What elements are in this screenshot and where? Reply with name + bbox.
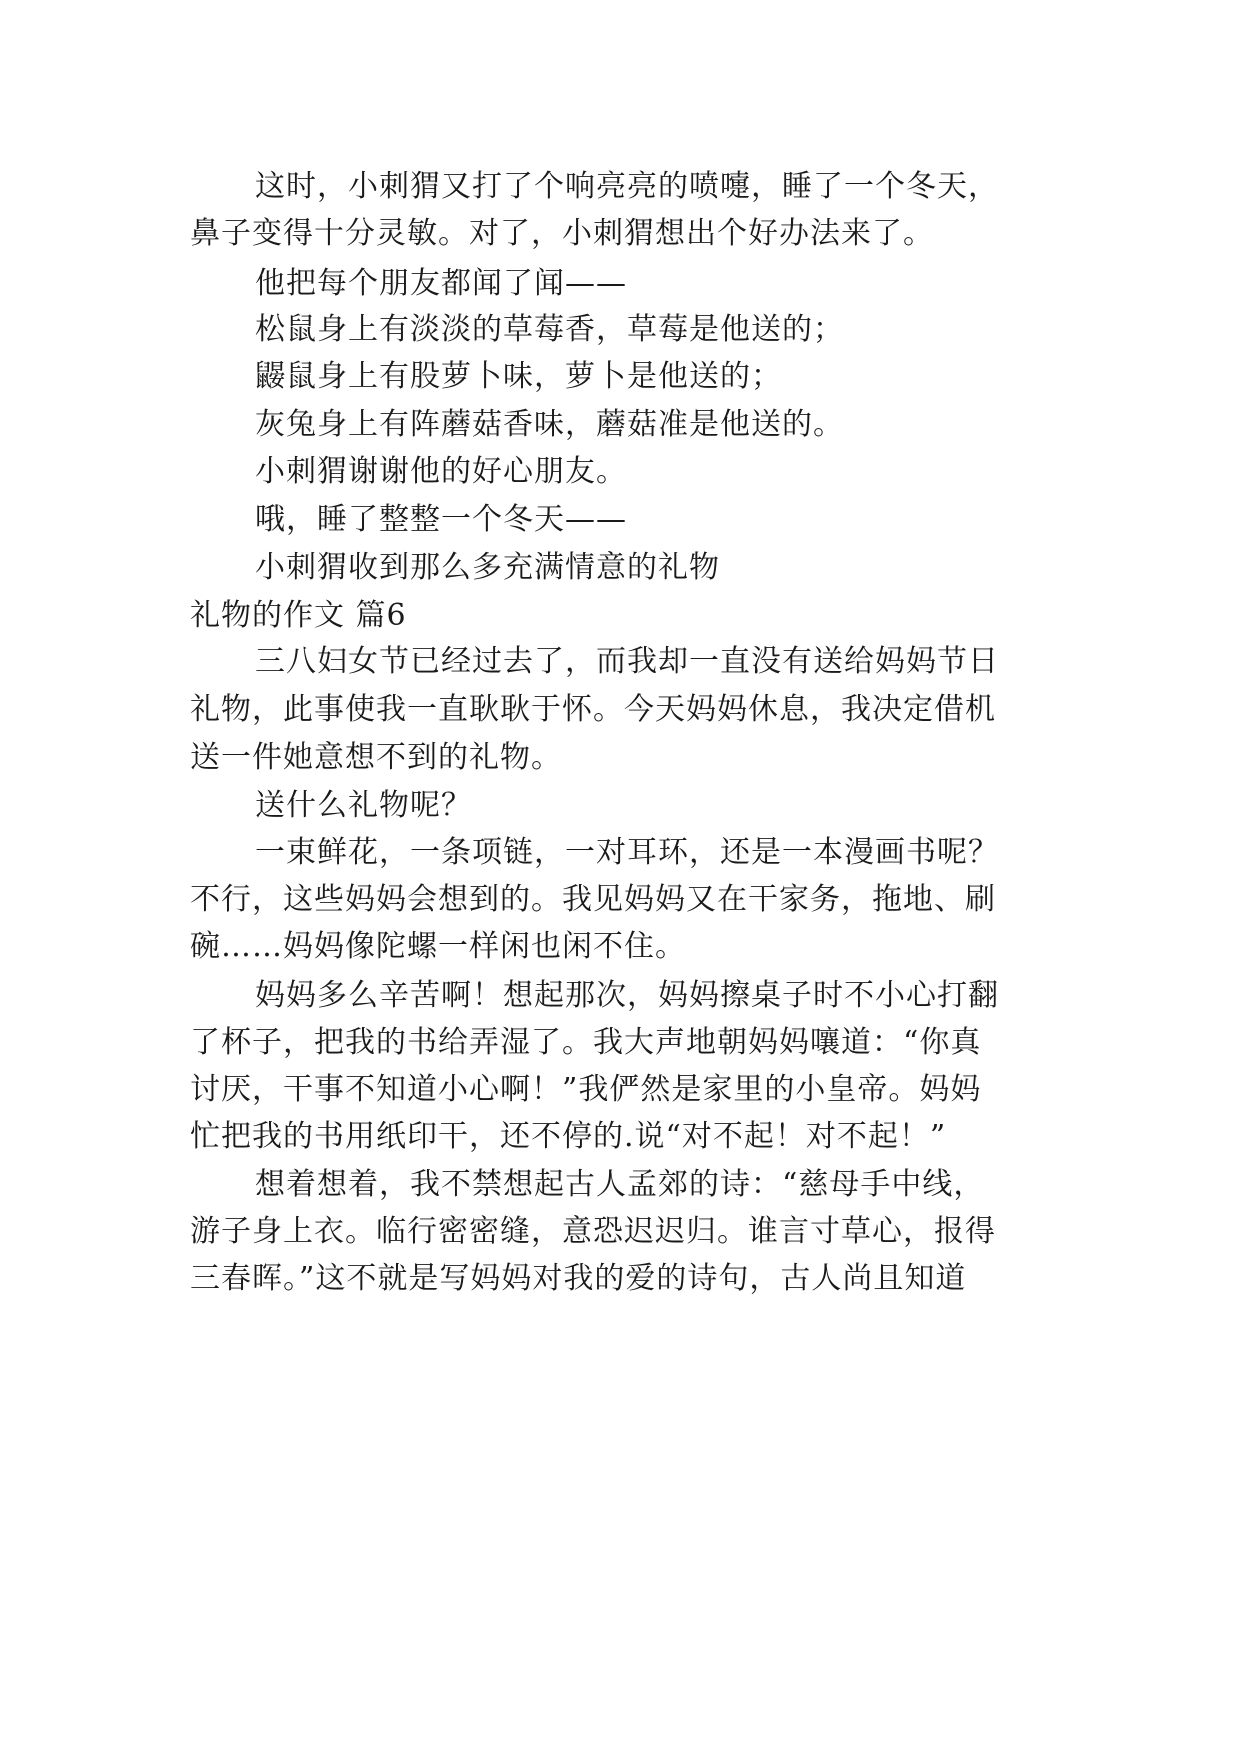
paragraph-line: 想着想着，我不禁想起古人孟郊的诗：“慈母手中线，	[255, 1167, 985, 1202]
paragraph-line: 礼物，此事使我一直耿耿于怀。今天妈妈休息，我决定借机	[190, 692, 996, 727]
paragraph-line: 这时，小刺猬又打了个响亮亮的喷嚏，睡了一个冬天，	[255, 169, 999, 204]
paragraph-line: 送什么礼物呢？	[255, 788, 472, 823]
paragraph-line: 妈妈多么辛苦啊！想起那次，妈妈擦桌子时不小心打翻	[255, 978, 999, 1013]
paragraph-line: 忙把我的书用纸印干，还不停的.说“对不起！对不起！”	[190, 1119, 947, 1154]
paragraph-line: 三春晖。”这不就是写妈妈对我的爱的诗句，古人尚且知道	[190, 1261, 967, 1296]
paragraph-line: 灰兔身上有阵蘑菇香味，蘑菇准是他送的。	[255, 407, 844, 442]
paragraph-line: 一束鲜花，一条项链，一对耳环，还是一本漫画书呢？	[255, 835, 999, 870]
paragraph-line: 不行，这些妈妈会想到的。我见妈妈又在干家务，拖地、刷	[190, 882, 996, 917]
paragraph-line: 小刺猬收到那么多充满情意的礼物	[255, 550, 720, 585]
paragraph-line: 碗……妈妈像陀螺一样闲也闲不住。	[190, 929, 686, 964]
paragraph-line: 哦，睡了整整一个冬天——	[255, 502, 627, 537]
paragraph-line: 送一件她意想不到的礼物。	[190, 740, 562, 775]
paragraph-line: 三八妇女节已经过去了，而我却一直没有送给妈妈节日	[255, 644, 999, 679]
paragraph-line: 讨厌，干事不知道小心啊！”我俨然是家里的小皇帝。妈妈	[190, 1072, 982, 1107]
paragraph-line: 松鼠身上有淡淡的草莓香，草莓是他送的；	[255, 312, 844, 347]
section-heading: 礼物的作文 篇6	[190, 598, 407, 633]
paragraph-line: 鼻子变得十分灵敏。对了，小刺猬想出个好办法来了。	[190, 216, 934, 251]
paragraph-line: 他把每个朋友都闻了闻——	[255, 266, 627, 301]
paragraph-line: 游子身上衣。临行密密缝，意恐迟迟归。谁言寸草心，报得	[190, 1214, 996, 1249]
paragraph-line: 了杯子，把我的书给弄湿了。我大声地朝妈妈嚷道：“你真	[190, 1025, 982, 1060]
paragraph-line: 小刺猬谢谢他的好心朋友。	[255, 454, 627, 489]
paragraph-line: 鼹鼠身上有股萝卜味，萝卜是他送的；	[255, 359, 782, 394]
